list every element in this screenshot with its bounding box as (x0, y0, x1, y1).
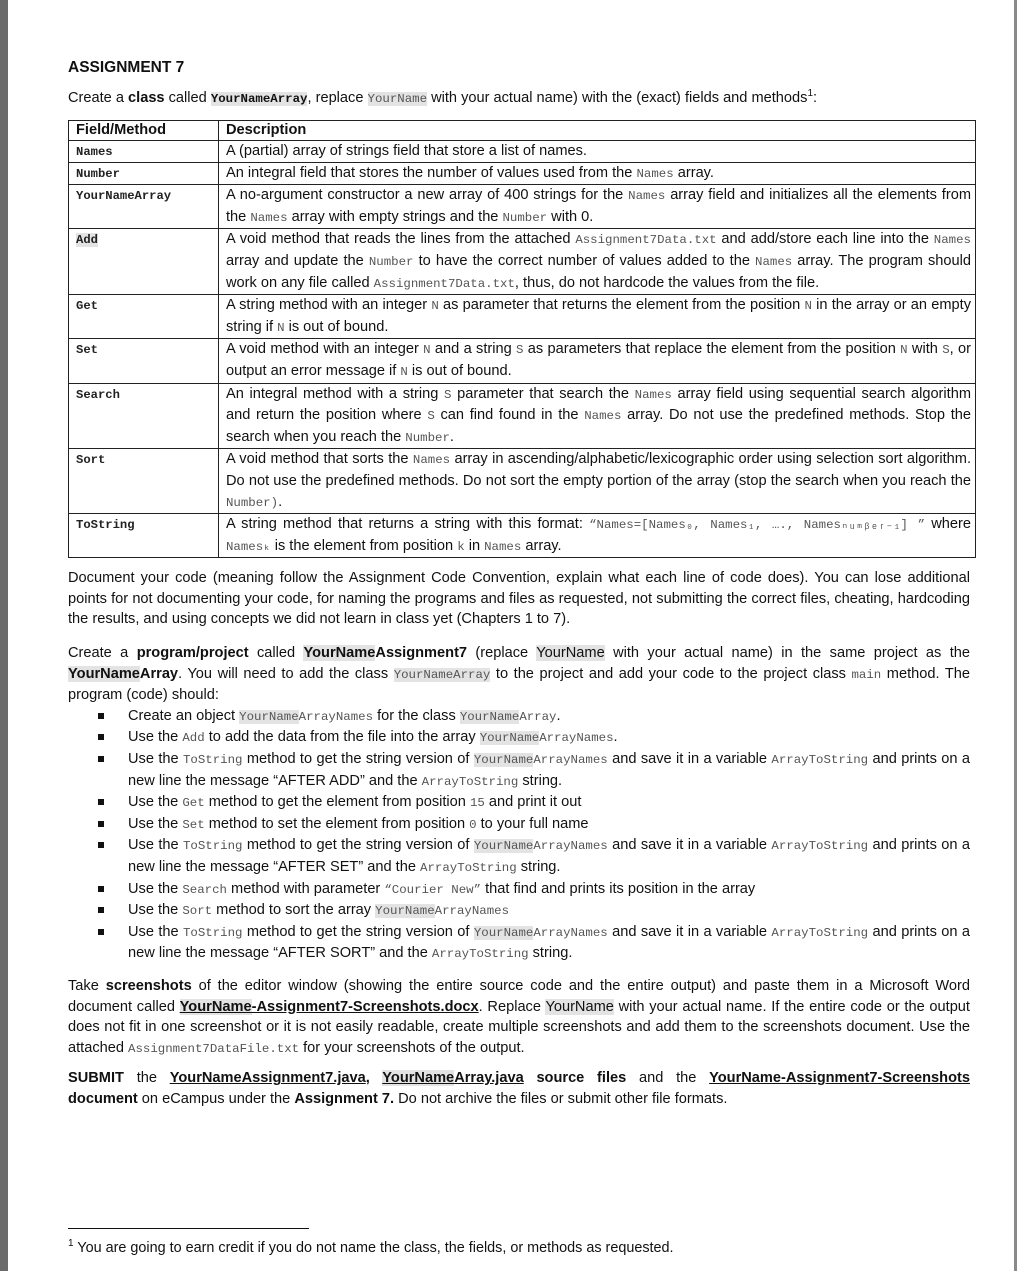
code-token: ArrayNames (533, 925, 608, 940)
code-token: Names (628, 189, 666, 204)
list-item: Use the Add to add the data from the file into the array YourNameArrayNames. (68, 727, 970, 749)
code-token: Get (182, 796, 205, 811)
field-name-cell (69, 514, 219, 558)
field-name-cell (69, 295, 219, 339)
code-token: N (900, 343, 908, 358)
screenshots-paragraph: Take screenshots of the editor window (showing the entire source code and the entire output) and paste them in a Microsoft Word document called YourName-Assignment7-Screenshots.docx. Replace YourName with your actual name. If the entire code or the output does not fit in one screenshot or it is not easily readable, create multiple screenshots and add them to the screenshots document. Use the attached Assignment7DataFile.txt for your screenshots of the output. (68, 977, 970, 1056)
code-token: ArrayNames (298, 709, 374, 724)
description-cell: A string method with an integer N as parameter that returns the element from the position N in the array or an empty string if N is out of bound. (219, 295, 976, 339)
field-name-cell (69, 140, 219, 162)
header-description: Description (219, 120, 976, 140)
field-name: YourNameArray (76, 189, 172, 204)
code-token: Names (755, 254, 793, 269)
table-row (69, 514, 976, 558)
footnote: $^1$ You are going to earn credit if you do not name the class, the fields, or methods as requested. (68, 1238, 674, 1256)
submit-paragraph: SUBMIT the YourNameAssignment7.java, YourNameArray.java source files and the YourName-Assignment7-Screenshots document on eCampus under the Assignment 7. Do not archive the files or submit other file formats. (68, 1070, 970, 1107)
description-cell: A no-argument constructor a new array of 400 strings for the Names array field and initializes all the elements from the Names array with empty strings and the Number with 0. (219, 185, 976, 229)
field-name: Search (76, 387, 120, 402)
code-token-highlighted: YourName (479, 731, 540, 746)
code-token: N (400, 364, 408, 379)
code-token: 0 (469, 817, 477, 832)
code-token: ArrayNames (539, 731, 614, 746)
code-token: Names (636, 166, 674, 181)
list-item: Use the ToString method to get the string version of YourNameArrayNames and save it in a variable ArrayToString and prints on a new line the message “AFTER SET” and the ArrayToString string. (68, 835, 970, 878)
list-item: Use the Sort method to sort the array YourNameArrayNames (68, 900, 970, 922)
class-name: YourNameArray (210, 92, 308, 106)
code-token-highlighted: YourName (239, 709, 299, 724)
code-token: Number) (226, 495, 279, 510)
code-token: ToString (183, 753, 243, 768)
left-window-edge (0, 0, 8, 1271)
list-item: Use the ToString method to get the string version of YourNameArrayNames and save it in a variable ArrayToString and prints on a new line the message “AFTER SORT” and the ArrayToString string. (68, 922, 970, 965)
code-token: Search (182, 882, 227, 897)
code-token: ArrayNames (533, 839, 608, 854)
code-token: “Names=[Names₀, Names₁, …., Namesₙᵤₘᵦₑᵣ₋₁] ” (589, 518, 926, 533)
code-token: Sort (182, 904, 213, 919)
field-name-cell (69, 339, 219, 383)
code-token: “Courier New” (384, 882, 482, 897)
code-token: S (516, 343, 524, 358)
code-token: Names (250, 210, 288, 225)
field-name: Names (76, 144, 113, 159)
code-token: Namesₖ (226, 539, 271, 554)
code-token: S (444, 387, 452, 402)
field-name-cell (69, 383, 219, 449)
code-token: ArrayToString (431, 947, 529, 962)
code-token: ArrayToString (771, 925, 869, 940)
list-item: Use the Search method with parameter “Courier New” that find and prints its position in the array (68, 879, 970, 901)
code-token: 15 (469, 796, 485, 811)
field-name: Sort (76, 453, 106, 468)
code-token: ArrayToString (771, 839, 869, 854)
description-cell: A void method with an integer N and a string S as parameters that replace the element from the position N with S, or output an error message if N is out of bound. (219, 339, 976, 383)
code-token: S (942, 343, 950, 358)
code-token: Names (584, 409, 622, 424)
code-token: ToString (183, 925, 243, 940)
table-row (69, 383, 976, 449)
field-name: Number (76, 166, 120, 181)
header-field-method: Field/Method (69, 120, 219, 140)
code-token: N (804, 299, 812, 314)
description-cell: A void method that sorts the Names array in ascending/alphabetic/lexicographic order using selection sort algorithm. Do not use the predefined methods. Do not sort the empty portion of the array (stop the search when you reach the Number). (219, 449, 976, 514)
code-token: N (277, 320, 285, 335)
table-row (69, 229, 976, 295)
code-token: Names (412, 453, 451, 468)
list-item: Use the ToString method to get the string version of YourNameArrayNames and save it in a variable ArrayToString and prints on a new line the message “AFTER ADD” and the ArrayToString string. (68, 749, 970, 792)
code-token: N (423, 343, 431, 358)
field-name: ToString (76, 518, 135, 533)
code-token: ArrayToString (421, 774, 519, 789)
create-program-paragraph: Create a program/project called YourNameAssignment7 (replace YourName with your actual name) in the same project as the YourNameArray. You will need to add the class YourNameArray to the project and add your code to the project class main method. The program (code) should: (68, 645, 970, 704)
code-token: ArrayToString (420, 861, 517, 875)
code-token: Names (634, 387, 672, 402)
field-name: Set (76, 343, 98, 358)
list-item: Use the Get method to get the element from position 15 and print it out (68, 792, 970, 814)
description-cell: An integral method with a string S parameter that search the Names array field using sequential search algorithm and return the position where S can find found in the Names array. Do not use the predefined methods. Stop the search when you reach the Number. (219, 383, 976, 449)
list-item: Use the Set method to set the element from position 0 to your full name (68, 814, 970, 836)
document-page (68, 58, 970, 1110)
intro-paragraph: Create a class called YourNameArray, replace YourName with your actual name) with the (exact) fields and methods$^1$: (68, 88, 818, 106)
code-token-highlighted: YourName (473, 839, 534, 854)
code-token: Array (519, 709, 557, 724)
description-cell: A string method that returns a string with this format: “Names=[Names₀, Names₁, …., Namesₙᵤₘᵦₑᵣ₋₁] ” where Namesₖ is the element from position k in Names array. (219, 514, 976, 558)
document-code-paragraph: Document your code (meaning follow the Assignment Code Convention, explain what each line of code does). You can lose additional points for not documenting your code, for naming the programs and files as requested, not submitting the correct files, cheating, hardcoding the results, and using concepts we did not learn in class yet (Chapters 1 to 7). (68, 570, 970, 628)
code-token-highlighted: YourName (375, 904, 435, 919)
assignment-title: ASSIGNMENT 7 (68, 59, 185, 76)
code-token: ArrayNames (434, 904, 510, 919)
code-token: ToString (183, 839, 243, 854)
footnote-ref: 1 (807, 88, 814, 100)
description-cell: A (partial) array of strings field that store a list of names. (219, 140, 976, 162)
table-row (69, 162, 976, 185)
description-cell: An integral field that stores the number of values used from the Names array. (219, 162, 976, 185)
code-token: ArrayNames (533, 753, 608, 768)
code-token: k (457, 539, 465, 554)
footnote-separator (68, 1228, 309, 1229)
table-row (69, 339, 976, 383)
field-name-cell (69, 449, 219, 514)
code-token: Number (405, 430, 450, 445)
table-row (69, 295, 976, 339)
table-row (69, 140, 976, 162)
code-token: N (431, 299, 439, 314)
code-token-highlighted: YourName (459, 709, 520, 724)
code-token-highlighted: YourName (473, 753, 534, 768)
list-item: Create an object YourNameArrayNames for the class YourNameArray. (68, 706, 970, 728)
field-name-cell (69, 162, 219, 185)
field-name: Get (76, 299, 98, 314)
code-token-highlighted: YourName (473, 925, 534, 940)
field-name-cell (69, 229, 219, 295)
requirements-list (68, 706, 970, 965)
field-name: Add (76, 233, 98, 248)
code-token: Number (502, 210, 548, 225)
field-name-cell (69, 185, 219, 229)
code-token: Names (484, 539, 522, 554)
code-token: Set (182, 817, 205, 832)
code-token: ArrayToString (771, 753, 869, 768)
code-token: S (427, 409, 435, 424)
code-token: Number (368, 254, 414, 269)
table-body (69, 140, 976, 558)
code-token: Assignment7Data.txt (575, 233, 717, 248)
code-token: Names (933, 233, 971, 248)
code-token: Assignment7Data.txt (373, 276, 515, 291)
table-row (69, 449, 976, 514)
code-token: Add (182, 731, 205, 746)
description-cell: A void method that reads the lines from the attached Assignment7Data.txt and add/store each line into the Names array and update the Number to have the correct number of values added to the Names array. The program should work on any file called Assignment7Data.txt, thus, do not hardcode the values from the file. (219, 229, 976, 295)
table-row (69, 185, 976, 229)
fields-methods-table (68, 120, 976, 559)
table-header-row (69, 120, 976, 140)
